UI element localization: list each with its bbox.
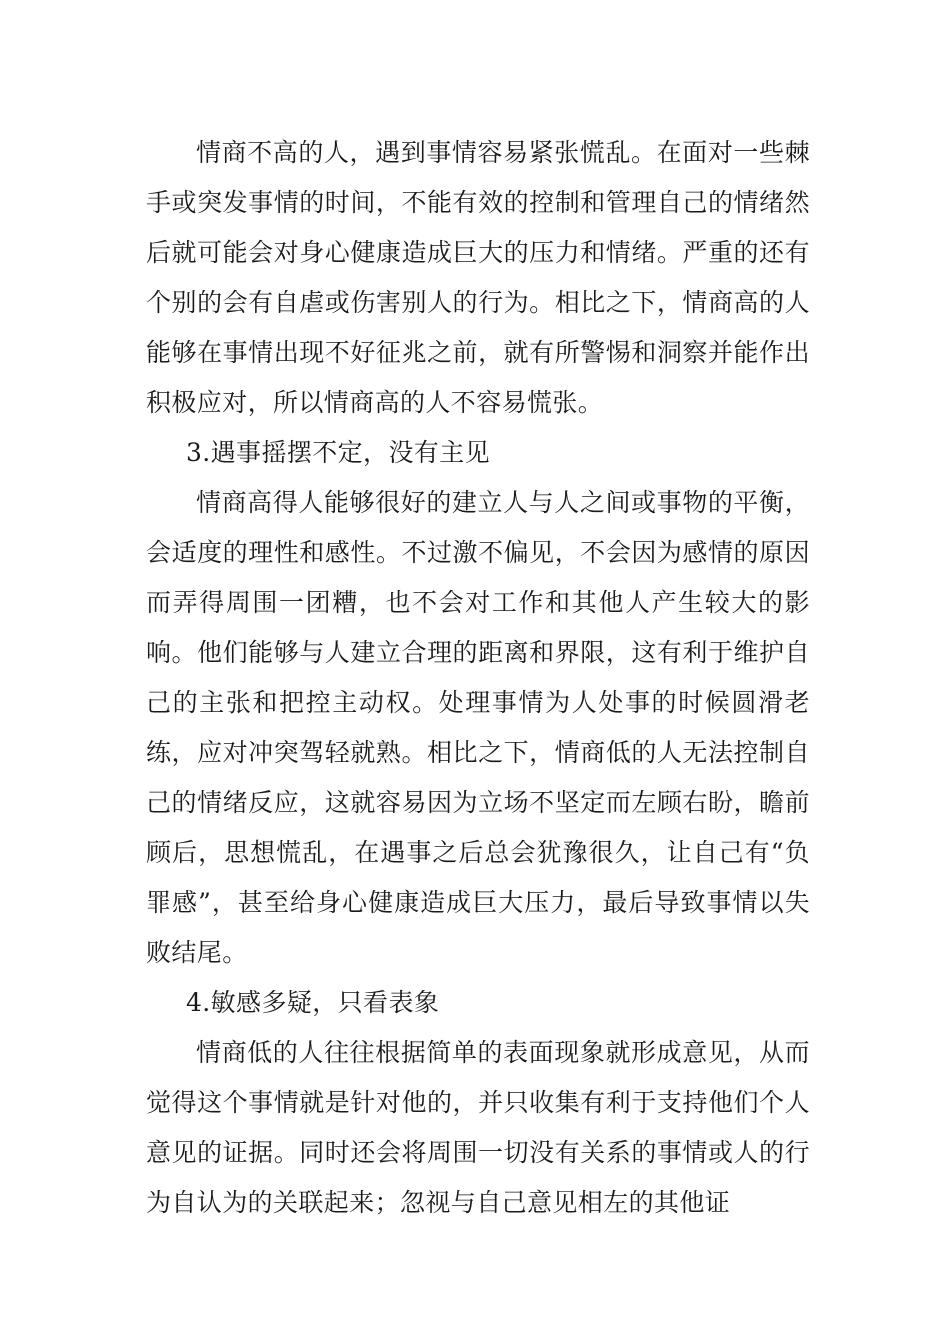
paragraph-indecisive: 情商高得人能够很好的建立人与人之间或事物的平衡，会适度的理性和感性。不过激不偏见，不会因为感情的原因而弄得周围一团糟，也不会对工作和其他人产生较大的影响。他们能够与人建立合理的距离和界限，这有利于维护自己的主张和把控主动权。处理事情为人处事的时候圆滑老练，应对冲突驾轻就熟。相比之下，情商低的人无法控制自己的情绪反应，这就容易因为立场不坚定而左顾右盼，瞻前顾后，思想慌乱，在遇事之后总会犹豫很久，让自己有“负罪感”，甚至给身心健康造成巨大压力，最后导致事情以失败结尾。 bbox=[146, 488, 810, 967]
paragraph-suspicious: 情商低的人往往根据简单的表面现象就形成意见，从而觉得这个事情就是针对他的，并只收集有利于支持他们个人意见的证据。同时还会将周围一切没有关系的事情或人的行为自认为的关联起来；忽视与自己意见相左的其他证 bbox=[146, 1038, 810, 1217]
section-heading-3: 3.遇事摇摆不定，没有主见 bbox=[186, 438, 491, 467]
paragraph-panic: 情商不高的人，遇到事情容易紧张慌乱。在面对一些棘手或突发事情的时间，不能有效的控制和管理自己的情绪然后就可能会对身心健康造成巨大的压力和情绪。严重的还有个别的会有自虐或伤害别人的行为。相比之下，情商高的人能够在事情出现不好征兆之前，就有所警惕和洞察并能作出积极应对，所以情商高的人不容易慌张。 bbox=[146, 138, 810, 417]
document-body bbox=[146, 128, 810, 1228]
section-heading-4: 4.敏感多疑，只看表象 bbox=[186, 988, 440, 1017]
